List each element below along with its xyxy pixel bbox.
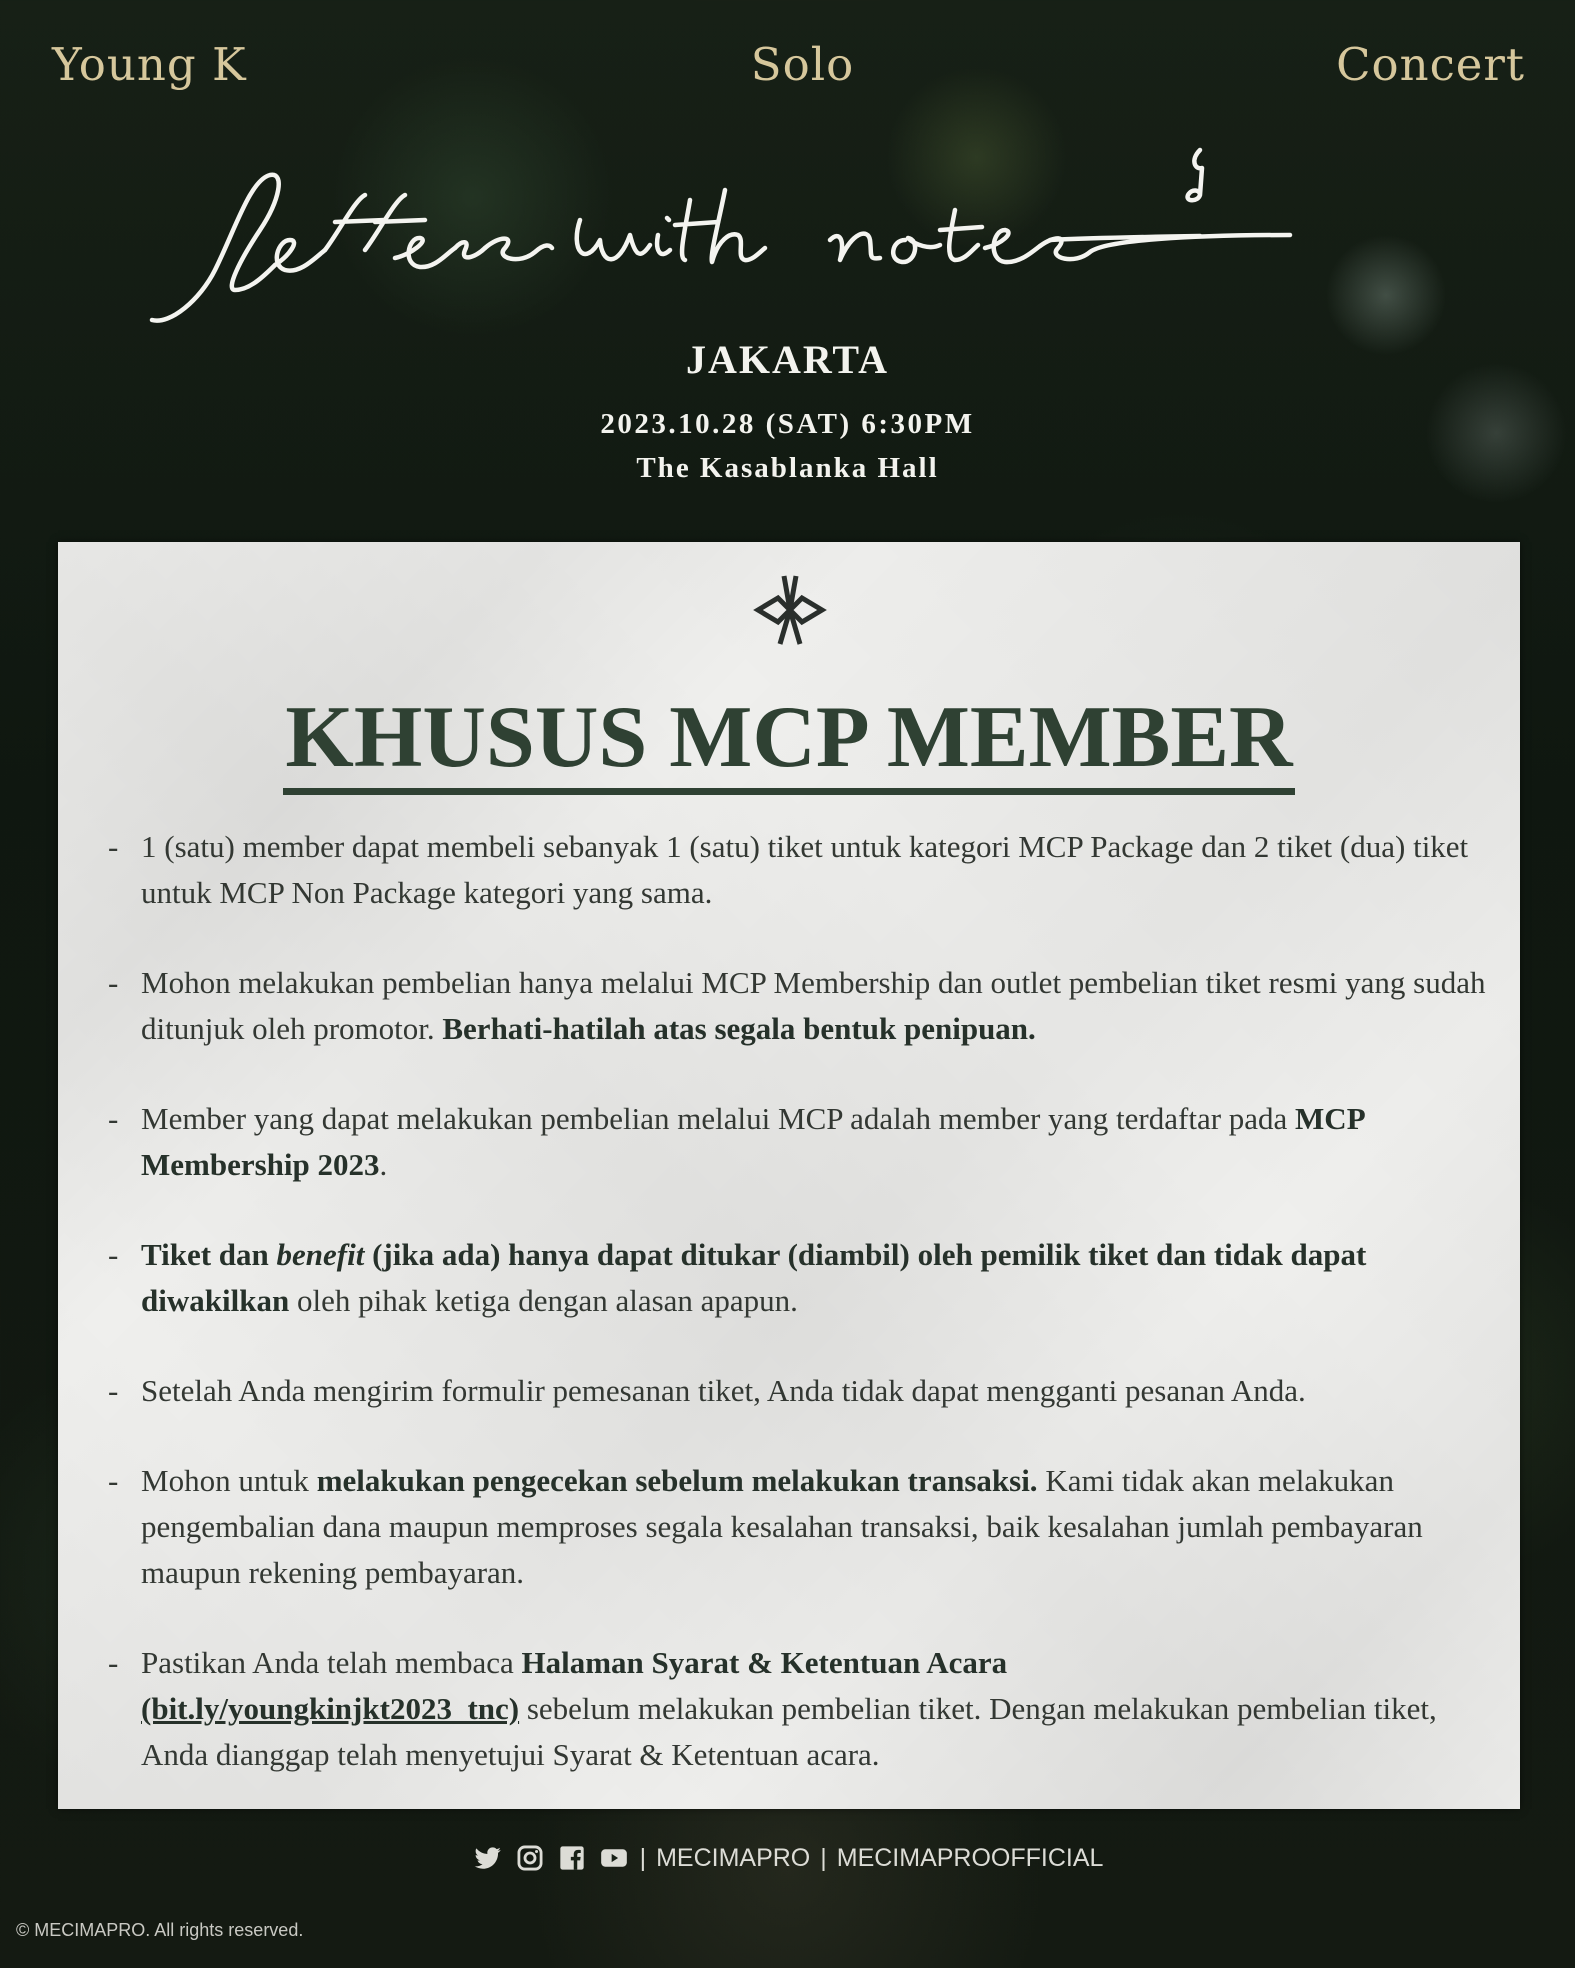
social-footer [0, 1838, 1575, 1878]
tnc-link[interactable]: (bit.ly/youngkinjkt2023_tnc) [141, 1691, 520, 1726]
notice-heading: KHUSUS MCP MEMBER [58, 692, 1520, 795]
footer-handle-mecimaproofficial: MECIMAPROOFFICIAL [836, 1843, 1104, 1872]
footer-separator: | [820, 1843, 827, 1872]
list-item: - 1 (satu) member dapat membeli sebanyak 1 (satu) tiket untuk kategori MCP Package dan 2 tiket (dua) tiket untuk MCP Non Package kategori yang sama. [108, 829, 1469, 910]
footer-handle-mecimapro: MECIMAPRO [656, 1843, 811, 1872]
youtube-icon[interactable] [598, 1844, 630, 1872]
facebook-icon[interactable] [556, 1844, 588, 1872]
list-item: - Mohon untuk melakukan pengecekan sebelum melakukan transaksi. Kami tidak akan melakukan pengembalian dana maupun memproses segala kesalahan transaksi, baik kesalahan jumlah pembayaran maupun rekening pembayaran. [108, 1463, 1423, 1590]
event-venue: The Kasablanka Hall [636, 452, 939, 484]
list-item: - Member yang dapat melakukan pembelian melalui MCP adalah member yang terdaftar pada MCP Membership 2023. [108, 1101, 1364, 1182]
yk-logo-icon [750, 570, 830, 650]
footer-separator: | [639, 1843, 647, 1872]
script-title-logo [140, 140, 1440, 340]
header-solo: Solo [750, 38, 855, 91]
list-item: - Pastikan Anda telah membaca Halaman Syarat & Ketentuan Acara (bit.ly/youngkinjkt2023_tnc) sebelum melakukan pembelian tiket. Dengan melakukan pembelian tiket, Anda dianggap telah menyetujui Syarat & Ketentuan acara. [108, 1645, 1437, 1772]
list-item: - Mohon melakukan pembelian hanya melalui MCP Membership dan outlet pembelian tiket resmi yang sudah ditunjuk oleh promotor. Berhati-hatilah atas segala bentuk penipuan. [108, 965, 1486, 1046]
header-young-k: Young K [52, 38, 247, 91]
twitter-icon[interactable] [472, 1844, 504, 1872]
list-item: - Tiket dan benefit (jika ada) hanya dapat ditukar (diambil) oleh pemilik tiket dan tidak dapat diwakilkan oleh pihak ketiga dengan alasan apapun. [108, 1237, 1367, 1318]
copyright-text: © MECIMAPRO. All rights reserved. [16, 1920, 304, 1940]
notice-paper [58, 542, 1520, 1809]
header-concert: Concert [1336, 38, 1525, 91]
instagram-icon[interactable] [514, 1844, 546, 1872]
event-city: JAKARTA [686, 337, 889, 382]
list-item: - Setelah Anda mengirim formulir pemesanan tiket, Anda tidak dapat mengganti pesanan Anda. [108, 1373, 1306, 1408]
event-date: 2023.10.28 (SAT) 6:30PM [600, 408, 975, 440]
